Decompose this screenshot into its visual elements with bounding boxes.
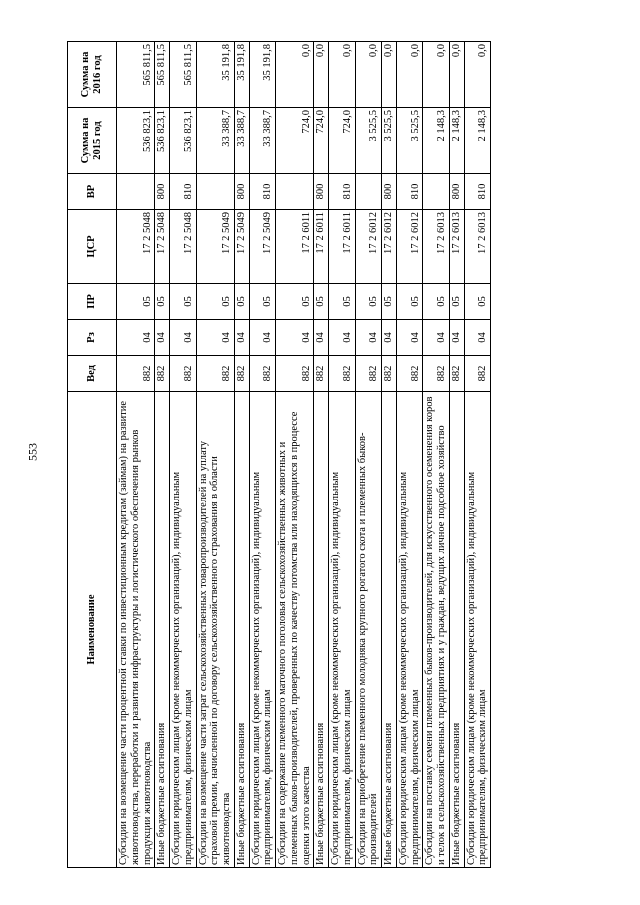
cell-pr: 05 — [170, 284, 197, 320]
table-row — [234, 42, 249, 868]
cell-sum-2015: 3 525,5 — [396, 108, 423, 174]
cell-rz: 04 — [449, 320, 464, 356]
cell-pr: 05 — [355, 284, 382, 320]
cell-rz: 04 — [355, 320, 382, 356]
budget-table — [67, 41, 491, 868]
cell-ved: 882 — [355, 356, 382, 392]
cell-rz: 04 — [117, 320, 155, 356]
cell-rz: 04 — [329, 320, 356, 356]
table-row — [423, 42, 450, 868]
cell-csr: 17 2 6012 — [396, 210, 423, 284]
cell-vr: 800 — [314, 174, 329, 210]
cell-sum-2016: 0,0 — [382, 42, 397, 108]
cell-sum-2015: 2 148,3 — [464, 108, 491, 174]
cell-sum-2015: 33 388,7 — [196, 108, 234, 174]
cell-rz: 04 — [249, 320, 276, 356]
cell-pr: 05 — [396, 284, 423, 320]
budget-table-container — [67, 42, 576, 868]
table-row — [276, 42, 314, 868]
cell-sum-2015: 2 148,3 — [449, 108, 464, 174]
cell-vr — [276, 174, 314, 210]
cell-vr: 810 — [249, 174, 276, 210]
cell-vr: 810 — [464, 174, 491, 210]
cell-csr: 17 2 6011 — [314, 210, 329, 284]
cell-pr: 05 — [234, 284, 249, 320]
cell-sum-2016: 0,0 — [464, 42, 491, 108]
cell-ved: 882 — [276, 356, 314, 392]
cell-ved: 882 — [464, 356, 491, 392]
cell-csr: 17 2 6013 — [464, 210, 491, 284]
cell-vr: 800 — [382, 174, 397, 210]
cell-name: Иные бюджетные ассигнования — [155, 392, 170, 868]
cell-sum-2015: 536 823,1 — [117, 108, 155, 174]
cell-sum-2016: 0,0 — [329, 42, 356, 108]
cell-ved: 882 — [249, 356, 276, 392]
page-number: 553 — [25, 443, 40, 461]
table-row — [170, 42, 197, 868]
cell-sum-2016: 35 191,8 — [196, 42, 234, 108]
table-row — [196, 42, 234, 868]
cell-sum-2016: 0,0 — [314, 42, 329, 108]
cell-csr: 17 2 6012 — [382, 210, 397, 284]
table-row — [117, 42, 155, 868]
cell-sum-2015: 724,0 — [276, 108, 314, 174]
cell-name: Субсидии на поставку семени племенных быков-производителей, для искусственного осеменения коров и телок в сельскохозяйственных предприятиях и у граждан, ведущих личное подсобное хозяйство — [423, 392, 450, 868]
cell-ved: 882 — [155, 356, 170, 392]
cell-sum-2016: 0,0 — [276, 42, 314, 108]
cell-csr: 17 2 6011 — [276, 210, 314, 284]
cell-sum-2016: 565 811,5 — [155, 42, 170, 108]
cell-name: Иные бюджетные ассигнования — [382, 392, 397, 868]
cell-pr: 05 — [155, 284, 170, 320]
cell-name: Субсидии на содержание племенного маточного поголовья сельскохозяйственных животных и племенных быков-производителей, проверенных по качеству потомства или находящихся в процессе оценки этого качества — [276, 392, 314, 868]
table-row — [314, 42, 329, 868]
cell-rz: 04 — [170, 320, 197, 356]
cell-rz: 04 — [464, 320, 491, 356]
cell-name: Субсидии на возмещение части процентной ставки по инвестиционным кредитам (займам) на развитие животноводства, переработки и развития инфраструктуры и логистического обеспечения рынков продукции животноводства — [117, 392, 155, 868]
cell-sum-2015: 724,0 — [314, 108, 329, 174]
cell-csr: 17 2 5048 — [155, 210, 170, 284]
cell-vr: 800 — [449, 174, 464, 210]
cell-vr — [355, 174, 382, 210]
cell-csr: 17 2 5049 — [196, 210, 234, 284]
header-pr: ПР — [68, 284, 117, 320]
cell-name: Иные бюджетные ассигнования — [449, 392, 464, 868]
cell-ved: 882 — [329, 356, 356, 392]
cell-sum-2016: 565 811,5 — [117, 42, 155, 108]
cell-ved: 882 — [396, 356, 423, 392]
header-vr: ВР — [68, 174, 117, 210]
table-row — [449, 42, 464, 868]
cell-sum-2016: 35 191,8 — [249, 42, 276, 108]
cell-vr: 800 — [234, 174, 249, 210]
cell-csr: 17 2 6013 — [423, 210, 450, 284]
cell-sum-2015: 2 148,3 — [423, 108, 450, 174]
cell-sum-2015: 3 525,5 — [355, 108, 382, 174]
cell-name: Субсидии юридическим лицам (кроме некоммерческих организаций), индивидуальным предпринимателям, физическим лицам — [329, 392, 356, 868]
cell-sum-2016: 35 191,8 — [234, 42, 249, 108]
table-row — [249, 42, 276, 868]
cell-name: Иные бюджетные ассигнования — [234, 392, 249, 868]
table-body — [117, 42, 491, 868]
cell-rz: 04 — [396, 320, 423, 356]
cell-name: Субсидии юридическим лицам (кроме некоммерческих организаций), индивидуальным предпринимателям, физическим лицам — [464, 392, 491, 868]
cell-ved: 882 — [423, 356, 450, 392]
cell-vr: 810 — [170, 174, 197, 210]
cell-csr: 17 2 5049 — [249, 210, 276, 284]
cell-pr: 05 — [382, 284, 397, 320]
cell-csr: 17 2 6013 — [449, 210, 464, 284]
cell-pr: 05 — [329, 284, 356, 320]
cell-pr: 05 — [314, 284, 329, 320]
cell-sum-2016: 0,0 — [423, 42, 450, 108]
cell-vr — [196, 174, 234, 210]
table-row — [464, 42, 491, 868]
header-csr: ЦСР — [68, 210, 117, 284]
table-row — [329, 42, 356, 868]
cell-rz: 04 — [382, 320, 397, 356]
cell-csr: 17 2 5048 — [170, 210, 197, 284]
cell-pr: 05 — [117, 284, 155, 320]
cell-pr: 05 — [449, 284, 464, 320]
cell-name: Субсидии на возмещение части затрат сельскохозяйственных товаропроизводителей на уплату страховой премии, начисленной по договору сельскохозяйственного страхования в области животноводства — [196, 392, 234, 868]
cell-sum-2015: 536 823,1 — [155, 108, 170, 174]
table-row — [355, 42, 382, 868]
cell-csr: 17 2 6011 — [329, 210, 356, 284]
cell-ved: 882 — [382, 356, 397, 392]
cell-vr: 800 — [155, 174, 170, 210]
cell-sum-2015: 724,0 — [329, 108, 356, 174]
cell-vr — [423, 174, 450, 210]
cell-name: Субсидии юридическим лицам (кроме некоммерческих организаций), индивидуальным предпринимателям, физическим лицам — [170, 392, 197, 868]
cell-ved: 882 — [170, 356, 197, 392]
table-row — [155, 42, 170, 868]
cell-rz: 04 — [314, 320, 329, 356]
cell-vr: 810 — [329, 174, 356, 210]
cell-name: Субсидии юридическим лицам (кроме некоммерческих организаций), индивидуальным предпринимателям, физическим лицам — [249, 392, 276, 868]
cell-rz: 04 — [196, 320, 234, 356]
cell-sum-2016: 565 811,5 — [170, 42, 197, 108]
cell-rz: 04 — [423, 320, 450, 356]
cell-rz: 04 — [234, 320, 249, 356]
cell-ved: 882 — [234, 356, 249, 392]
cell-name: Субсидии юридическим лицам (кроме некоммерческих организаций), индивидуальным предпринимателям, физическим лицам — [396, 392, 423, 868]
cell-ved: 882 — [117, 356, 155, 392]
table-row — [396, 42, 423, 868]
cell-sum-2015: 3 525,5 — [382, 108, 397, 174]
cell-pr: 05 — [423, 284, 450, 320]
cell-name: Иные бюджетные ассигнования — [314, 392, 329, 868]
cell-csr: 17 2 5049 — [234, 210, 249, 284]
cell-rz: 04 — [155, 320, 170, 356]
header-ved: Вед — [68, 356, 117, 392]
cell-ved: 882 — [196, 356, 234, 392]
cell-sum-2016: 0,0 — [396, 42, 423, 108]
cell-pr: 05 — [196, 284, 234, 320]
cell-pr: 05 — [249, 284, 276, 320]
cell-rz: 04 — [276, 320, 314, 356]
table-header-row — [68, 42, 117, 868]
header-sum-2016: Сумма на 2016 год — [68, 42, 117, 108]
cell-sum-2016: 0,0 — [355, 42, 382, 108]
cell-sum-2015: 536 823,1 — [170, 108, 197, 174]
cell-pr: 05 — [464, 284, 491, 320]
cell-ved: 882 — [314, 356, 329, 392]
cell-vr: 810 — [396, 174, 423, 210]
cell-csr: 17 2 6012 — [355, 210, 382, 284]
cell-sum-2016: 0,0 — [449, 42, 464, 108]
header-sum-2015: Сумма на 2015 год — [68, 108, 117, 174]
table-row — [382, 42, 397, 868]
cell-vr — [117, 174, 155, 210]
cell-csr: 17 2 5048 — [117, 210, 155, 284]
cell-name: Субсидии на приобретение племенного молодняка крупного рогатого скота и племенных быков-производителей — [355, 392, 382, 868]
cell-ved: 882 — [449, 356, 464, 392]
header-name: Наименование — [68, 392, 117, 868]
cell-pr: 05 — [276, 284, 314, 320]
header-rz: Рз — [68, 320, 117, 356]
cell-sum-2015: 33 388,7 — [249, 108, 276, 174]
cell-sum-2015: 33 388,7 — [234, 108, 249, 174]
